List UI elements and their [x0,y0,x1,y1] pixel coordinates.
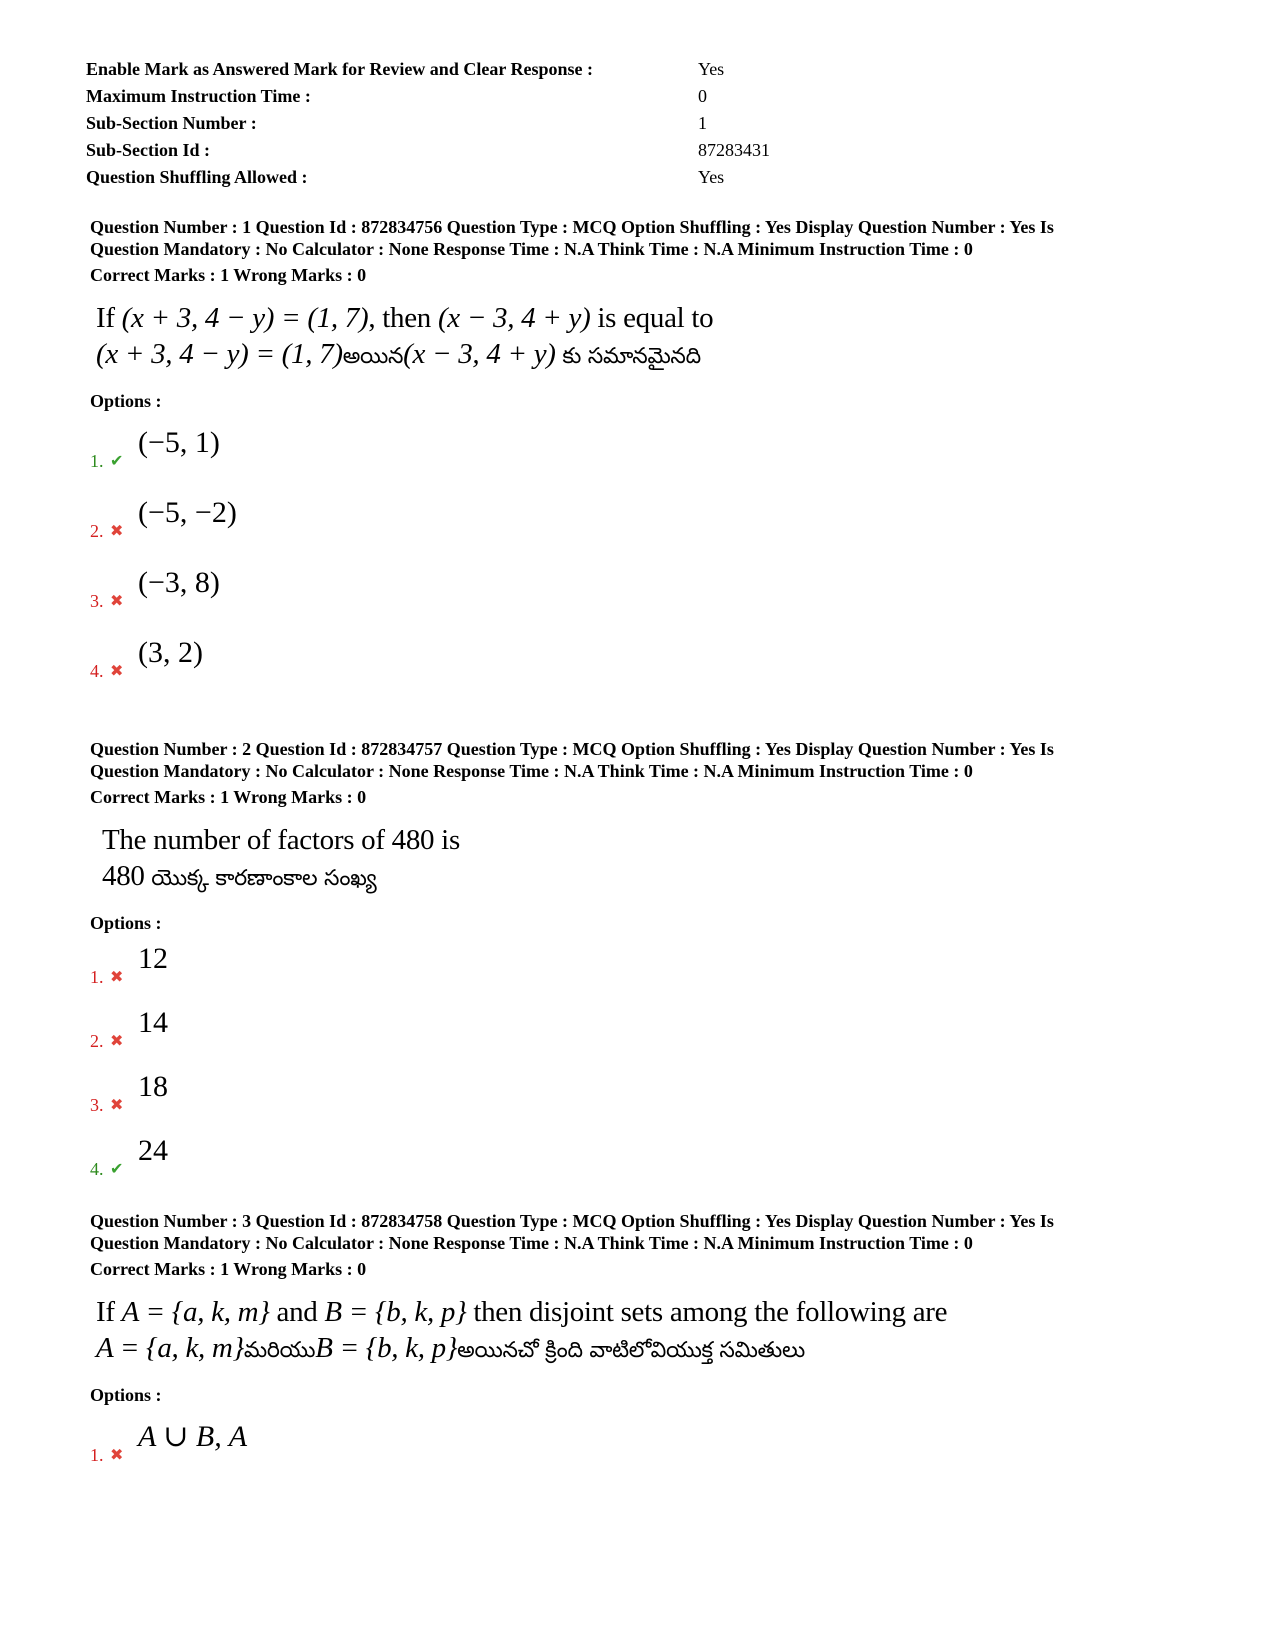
meta-row [86,164,770,191]
option-number: 3. [90,1095,104,1115]
section-meta [86,56,770,191]
meta-label: Sub-Section Id : [86,140,211,160]
question-header [90,738,1200,782]
question-marks: Correct Marks : 1 Wrong Marks : 0 [90,265,367,285]
option-text: (3, 2) [138,636,203,669]
header-line: Question Mandatory : No Calculator : None Response Time : N.A Think Time : N.A Minimum Instruction Time : 0 [90,761,973,781]
meta-row [86,137,770,164]
option-number: 2. [90,521,104,541]
option-text: 18 [138,1070,168,1103]
cross-icon: ✖ [110,591,124,610]
option-number: 4. [90,661,104,681]
question-text [102,822,1200,897]
question-marks: Correct Marks : 1 Wrong Marks : 0 [90,1259,367,1279]
options-label: Options : [90,391,162,411]
cross-icon: ✖ [110,1031,124,1050]
cross-icon: ✖ [110,521,124,540]
option-text: (−3, 8) [138,566,220,599]
header-line: Question Number : 1 Question Id : 872834756 Question Type : MCQ Option Shuffling : Yes Display Question Number : Yes Is [90,217,1054,237]
question-2 [90,738,1200,1190]
question-text-telugu: (x + 3, 4 − y) = (1, 7)అయిన(x − 3, 4 + y) కు సమానమైనది [96,338,701,370]
cross-icon: ✖ [110,1445,124,1464]
meta-label: Maximum Instruction Time : [86,86,311,106]
option-number: 4. [90,1159,104,1179]
header-line: Question Number : 3 Question Id : 872834758 Question Type : MCQ Option Shuffling : Yes Display Question Number : Yes Is [90,1211,1054,1231]
meta-value: Yes [698,167,725,187]
cross-icon: ✖ [110,967,124,986]
cross-icon: ✖ [110,661,124,680]
meta-row [86,110,770,137]
question-1 [90,216,1200,692]
option-text: 14 [138,1006,168,1039]
meta-value: 0 [698,86,707,106]
option-text: 12 [138,942,168,975]
meta-label: Enable Mark as Answered Mark for Review and Clear Response : [86,59,593,79]
check-icon: ✔ [110,1159,124,1178]
option-number: 3. [90,591,104,611]
meta-value: 1 [698,113,707,133]
option-number: 2. [90,1031,104,1051]
question-header [90,216,1200,260]
option-1[interactable] [90,1406,1200,1476]
option-2[interactable] [90,482,1200,552]
option-1[interactable] [90,412,1200,482]
option-text: A ∪ B, A [138,1420,248,1453]
option-number: 1. [90,1445,104,1465]
options-label: Options : [90,913,162,933]
header-line: Question Mandatory : No Calculator : None Response Time : N.A Think Time : N.A Minimum Instruction Time : 0 [90,239,973,259]
header-line: Question Number : 2 Question Id : 872834757 Question Type : MCQ Option Shuffling : Yes Display Question Number : Yes Is [90,739,1054,759]
check-icon: ✔ [110,451,124,470]
meta-row [86,83,770,110]
meta-value: 87283431 [698,140,770,160]
question-text-telugu: 480 యొక్క కారణాంకాల సంఖ్య [102,860,377,892]
option-4[interactable] [90,622,1200,692]
option-text: 24 [138,1134,168,1167]
question-3 [90,1210,1200,1476]
option-3[interactable] [90,1062,1200,1126]
question-text-english: The number of factors of 480 is [102,824,460,856]
question-marks: Correct Marks : 1 Wrong Marks : 0 [90,787,367,807]
meta-row [86,56,770,83]
option-2[interactable] [90,998,1200,1062]
meta-value: Yes [698,59,725,79]
option-number: 1. [90,967,104,987]
options-label: Options : [90,1385,162,1405]
option-3[interactable] [90,552,1200,622]
option-text: (−5, −2) [138,496,237,529]
option-1[interactable] [90,934,1200,998]
question-text-english: If (x + 3, 4 − y) = (1, 7), then (x − 3, 4 + y) is equal to [96,302,714,334]
meta-label: Sub-Section Number : [86,113,257,133]
question-text-telugu: A = {a, k, m}మరియుB = {b, k, p}అయినచో క్రింది వాటిలోవియుక్త సమితులు [96,1332,805,1364]
cross-icon: ✖ [110,1095,124,1114]
question-header [90,1210,1200,1254]
question-text [96,300,1200,375]
question-text-english: If A = {a, k, m} and B = {b, k, p} then disjoint sets among the following are [96,1296,948,1328]
header-line: Question Mandatory : No Calculator : None Response Time : N.A Think Time : N.A Minimum Instruction Time : 0 [90,1233,973,1253]
question-text [96,1294,1200,1369]
option-4[interactable] [90,1126,1200,1190]
option-number: 1. [90,451,104,471]
option-text: (−5, 1) [138,426,220,459]
meta-label: Question Shuffling Allowed : [86,167,308,187]
